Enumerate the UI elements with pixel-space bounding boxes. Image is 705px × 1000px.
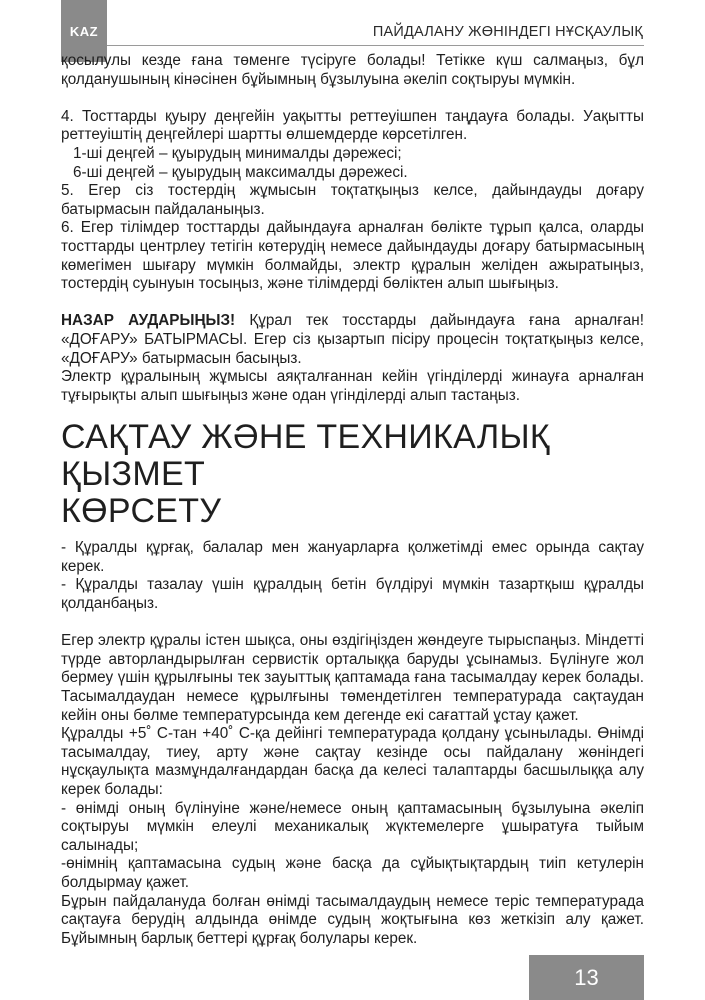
warning-text: Құрал тек тосстарды дайындауға ғана арналған! «ДОҒАРУ» БАТЫРМАСЫ. Егер сіз қызартып пісіру процесін тоқтатқыңыз келсе, «ДОҒАРУ» батырмасын басыңыз. xyxy=(61,312,644,367)
page-content xyxy=(61,52,644,948)
transport-rule-3: Бұрын пайдалануда болған өнімді тасымалдаудың немесе теріс температурада сақтауға берудің алдында өнімде судың жоқтығына көз жеткізіп алу қажет. Бұйымның барлық беттері құрғақ болулары керек. xyxy=(61,892,644,947)
transport-rule-2: -өнімнің қаптамасына судың және басқа да сұйықтықтардың тиіп кетулерін болдырмау қажет. xyxy=(61,855,644,891)
level-1-note: 1-ші деңгей – қуырудың минималды дәрежесі; xyxy=(73,144,402,162)
language-tab: KAZ xyxy=(61,0,107,62)
header-divider xyxy=(107,45,644,46)
transport-rule-1: - өнімді оның бүлінуіне және/немесе оның қаптамасының бұзылуына әкеліп соқтыруы мүмкін елеулі механикалық жүктемелерге ұшыратуға тыйым салынады; xyxy=(61,799,644,854)
storage-bullet-1: - Құралды құрғақ, балалар мен жануарларға қолжетімді емес орында сақтау керек. xyxy=(61,539,644,575)
temperature-paragraph: Құралды +5˚ С-тан +40˚ С-қа дейінгі температурада қолдану ұсынылады. Өнімді тасымалдау, тиеу, арту және сақтау кезінде осы пайдалану жөніндегі нұсқаулықта мазмұндалғандардан басқа да келесі талаптарды басшылыққа алу керек болады: xyxy=(61,725,644,798)
running-header-title: ПАЙДАЛАНУ ЖӨНІНДЕГІ НҰСҚАУЛЫҚ xyxy=(372,24,643,40)
section-heading-line1: САҚТАУ ЖӘНЕ ТЕХНИКАЛЫҚ ҚЫЗМЕТ xyxy=(61,418,550,494)
step-6: 6. Егер тілімдер тосттарды дайындауға арналған бөлікте тұрып қалса, оларды тосттарды центрлеу тетігін көтерудің немесе дайындауды доғару батырмасының көмегімен шығару мүмкін болмайды, электр құралын желіден ажыратыңыз, тостердің суынуын тосыңыз, және тілімдерді бөліктен алып шығыңыз. xyxy=(61,219,644,293)
level-6-note: 6-ші деңгей – қуырудың максималды дәрежесі. xyxy=(73,163,408,181)
service-paragraph: Егер электр құралы істен шықса, оны өздігіңізден жөндеуге тырыспаңыз. Міндетті түрде авторландырылған сервистік орталыққа баруды ұсынамыз. Бүлінуге жол бермеу үшін құрылғыны тек зауыттық қаптамада ғана тасымалдау керек болады. Тасымалдаудан немесе құрылғыны төмендетілген температурада сақтаудан кейін оны бөлме температурсында кем дегенде екі сағаттай ұстау қажет. xyxy=(61,632,644,724)
page-number: 13 xyxy=(529,955,644,1000)
step-5: 5. Егер сіз тостердің жұмысын тоқтатқыңыз келсе, дайындауды доғару батырмасын пайдаланыңыз. xyxy=(61,182,644,218)
warning-paragraph xyxy=(61,312,644,368)
crumb-tray-note: Электр құралының жұмысы аяқталғаннан кейін үгінділерді жинауға арналған тұғырықты алып шығыңыз және одан үгінділерді алып тастаңыз. xyxy=(61,368,644,404)
section-heading xyxy=(61,419,644,530)
storage-bullet-2: - Құралды тазалау үшін құралдың бетін бүлдіруі мүмкін тазартқыш құралды қолданбаңыз. xyxy=(61,576,644,613)
warning-label: НАЗАР АУДАРЫҢЫЗ! xyxy=(61,312,236,330)
paragraph-continuation: қосылулы кезде ғана төменге түсіруге болады! Тетікке күш салмаңыз, бұл қолданушының кінәсінен бұйымның бұзылуына әкеліп соқтыруы мүмкін. xyxy=(61,52,644,88)
step-4: 4. Тосттарды қуыру деңгейін уақытты реттеуішпен таңдауға болады. Уақытты реттеуіштің деңгейлері шартты өлшемдерде көрсетілген. xyxy=(61,107,644,144)
section-heading-line2: КӨРСЕТУ xyxy=(61,492,222,531)
